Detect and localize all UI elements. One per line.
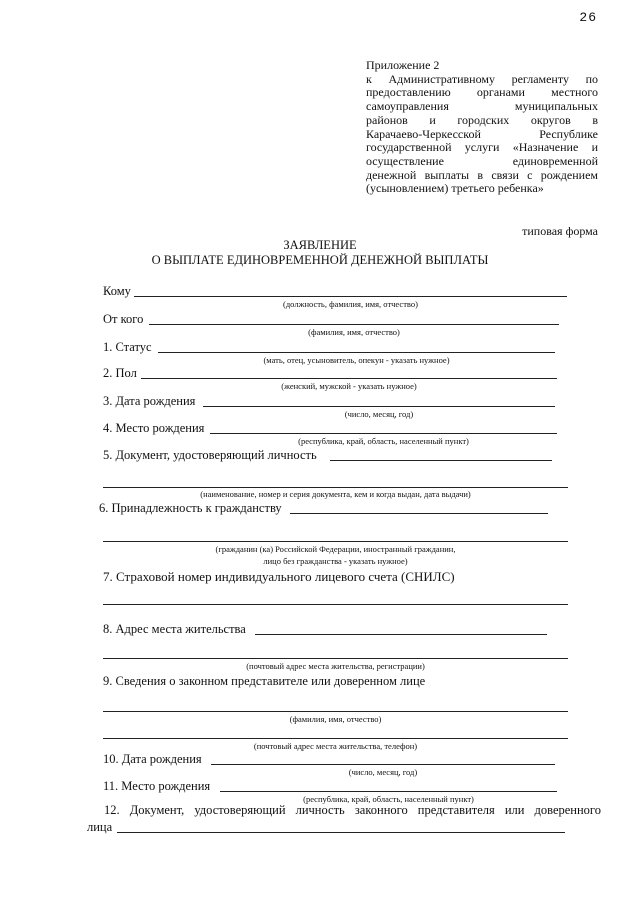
id-document-hint: (наименование, номер и серия документа, кем и когда выдан, дата выдачи) [200,489,471,499]
birth-date-hint: (число, месяц, год) [344,409,414,419]
rep-birth-place-label: 11. Место рождения [103,779,211,793]
rep-birth-date-label: 10. Дата рождения [103,752,202,766]
address-hint: (почтовый адрес места жительства, регистрации) [246,661,425,671]
sex-hint: (женский, мужской - указать нужное) [281,381,417,391]
status-hint: (мать, отец, усыновитель, опекун - указать нужное) [263,355,450,365]
document-subtitle: О ВЫПЛАТЕ ЕДИНОВРЕМЕННОЙ ДЕНЕЖНОЙ ВЫПЛАТЫ [151,253,489,267]
address-field-line2[interactable] [103,658,568,659]
address-field[interactable] [255,634,547,635]
snils-label: 7. Страховой номер индивидуального лицевого счета (СНИЛС) [103,569,455,584]
appendix-title: Приложение 2 [366,58,440,72]
address-label: 8. Адрес места жительства [103,622,246,636]
birth-place-hint: (республика, край, область, населенный пункт) [298,436,469,446]
snils-field[interactable] [103,604,568,605]
appendix-line: самоуправления муниципальных [366,99,598,114]
sex-label: 2. Пол [103,366,137,380]
citizenship-hint: лицо без гражданства - указать нужное) [263,556,408,566]
from-field[interactable] [149,324,559,325]
appendix-line: районов и городских округов в [366,112,598,127]
status-field[interactable] [158,352,555,353]
appendix-line: предоставлению органами местного [366,85,598,100]
document-title: ЗАЯВЛЕНИЕ [283,238,357,252]
representative-name-hint: (фамилия, имя, отчество) [289,714,382,724]
citizenship-field[interactable] [290,513,548,514]
id-document-field[interactable] [330,460,552,461]
to-label: Кому [103,284,131,298]
appendix-line: (усыновлением) третьего ребенка» [366,181,544,196]
rep-birth-place-hint: (республика, край, область, населенный пункт) [303,794,474,804]
rep-birth-date-hint: (число, месяц, год) [348,767,418,777]
birth-place-label: 4. Место рождения [103,421,205,435]
representative-address-hint: (почтовый адрес места жительства, телефон) [253,741,418,751]
rep-birth-date-field[interactable] [211,764,555,765]
from-label: От кого [103,312,144,326]
citizenship-hint: (гражданин (ка) Российской Федерации, иностранный гражданин, [215,544,456,554]
birth-date-label: 3. Дата рождения [103,394,196,408]
id-document-label: 5. Документ, удостоверяющий личность [103,448,317,462]
appendix-line: Карачаево-Черкесской Республике [366,126,598,141]
representative-name-field[interactable] [103,711,568,712]
appendix-line: к Административному регламенту по [366,71,598,86]
id-document-field-line2[interactable] [103,487,568,488]
to-hint: (должность, фамилия, имя, отчество) [283,299,418,309]
page-number: 26 [579,10,597,25]
representative-label: 9. Сведения о законном представителе или доверенном лице [103,674,426,688]
appendix-line: денежной выплаты в связи с рождением [366,167,598,182]
appendix-line: осуществление единовременной [366,153,598,168]
form-type: типовая форма [522,224,598,238]
citizenship-field-line2[interactable] [103,541,568,542]
birth-date-field[interactable] [203,406,555,407]
status-label: 1. Статус [103,340,152,354]
rep-document-field[interactable] [117,832,565,833]
rep-document-label: 12. Документ, удостоверяющий личность законного представителя или доверенного [104,803,601,817]
rep-document-label-cont: лица [87,820,113,834]
representative-address-field[interactable] [103,738,568,739]
birth-place-field[interactable] [210,433,557,434]
from-hint: (фамилия, имя, отчество) [308,327,400,337]
rep-birth-place-field[interactable] [220,791,557,792]
appendix-line: государственной услуги «Назначение и [366,140,598,155]
citizenship-label: 6. Принадлежность к гражданству [99,501,282,515]
sex-field[interactable] [141,378,557,379]
to-field[interactable] [134,296,567,297]
appendix-header [366,59,598,196]
